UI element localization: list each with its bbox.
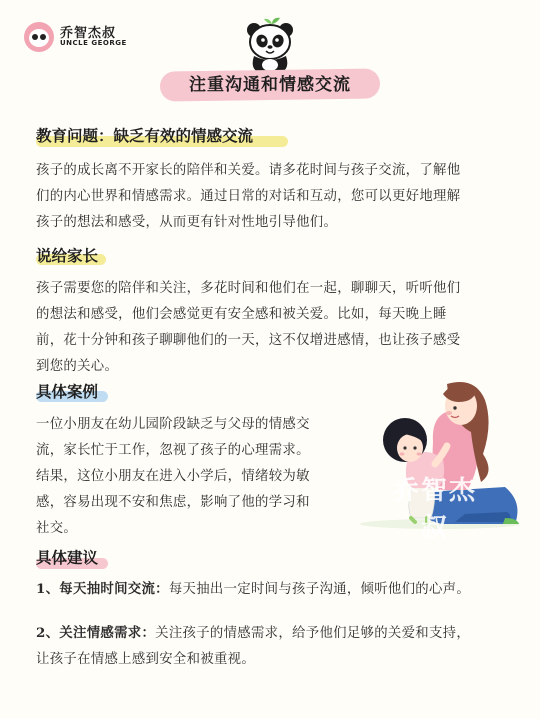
- parents-line: 的想法和感受，他们会感觉更有安全感和被关爱。比如，每天晚上睡: [36, 307, 447, 322]
- advice-item-2-text: 关注孩子的情感需求，给予他们足够的关爱和支持，: [155, 626, 471, 641]
- problem-line: 孩子的想法和感受，从而更有针对性地引导他们。: [36, 215, 338, 230]
- page-title: 注重沟通和情感交流: [160, 68, 380, 102]
- advice-item-2: [36, 620, 516, 673]
- case-line: 结果，这位小朋友在进入小学后，情绪较为敏: [36, 469, 310, 484]
- panda-mascot-icon: [238, 16, 302, 74]
- watermark-text: 乔智杰叔: [392, 476, 477, 543]
- problem-paragraph: [36, 158, 516, 236]
- case-heading: 具体案例: [36, 382, 99, 401]
- advice-item-1-text: 每天抽出一定时间与孩子沟通，倾听他们的心声。: [168, 582, 471, 597]
- advice-heading: 具体建议: [36, 548, 99, 567]
- case-line: 社交。: [36, 521, 78, 536]
- advice-item-1-label: 1、每天抽时间交流：: [36, 581, 169, 597]
- parents-paragraph: [36, 276, 516, 380]
- advice-item-2-label: 2、关注情感需求：: [36, 625, 156, 641]
- case-line: 流，家长忙于工作，忽视了孩子的心理需求。: [36, 443, 310, 458]
- case-paragraph: [36, 412, 356, 542]
- logo-name-cn: 乔智杰叔: [60, 25, 117, 41]
- case-line: 一位小朋友在幼儿园阶段缺乏与父母的情感交: [36, 417, 310, 432]
- parents-heading: 说给家长: [36, 246, 99, 265]
- parents-line: 前，花十分钟和孩子聊聊他们的一天，这不仅增进感情，也让孩子感受: [36, 333, 461, 348]
- brand-logo: [24, 22, 127, 52]
- logo-name-en: UNCLE GEORGE: [60, 39, 127, 48]
- problem-line: 们的内心世界和情感需求。通过日常的对话和互动，您可以更好地理解: [36, 189, 461, 204]
- parents-line: 孩子需要您的陪伴和关注，多花时间和他们在一起，聊聊天，听听他们: [36, 281, 461, 296]
- case-line: 感，容易出现不安和焦虑，影响了他的学习和: [36, 495, 310, 510]
- advice-item-2-text-cont: 让孩子在情感上感到安全和被重视。: [36, 652, 256, 667]
- parents-line: 到您的关心。: [36, 359, 119, 374]
- panda-logo-icon: [24, 22, 54, 52]
- problem-heading: 教育问题：缺乏有效的情感交流: [36, 126, 254, 145]
- advice-item-1: [36, 576, 516, 603]
- problem-line: 孩子的成长离不开家长的陪伴和关爱。请多花时间与孩子交流，了解他: [36, 163, 461, 178]
